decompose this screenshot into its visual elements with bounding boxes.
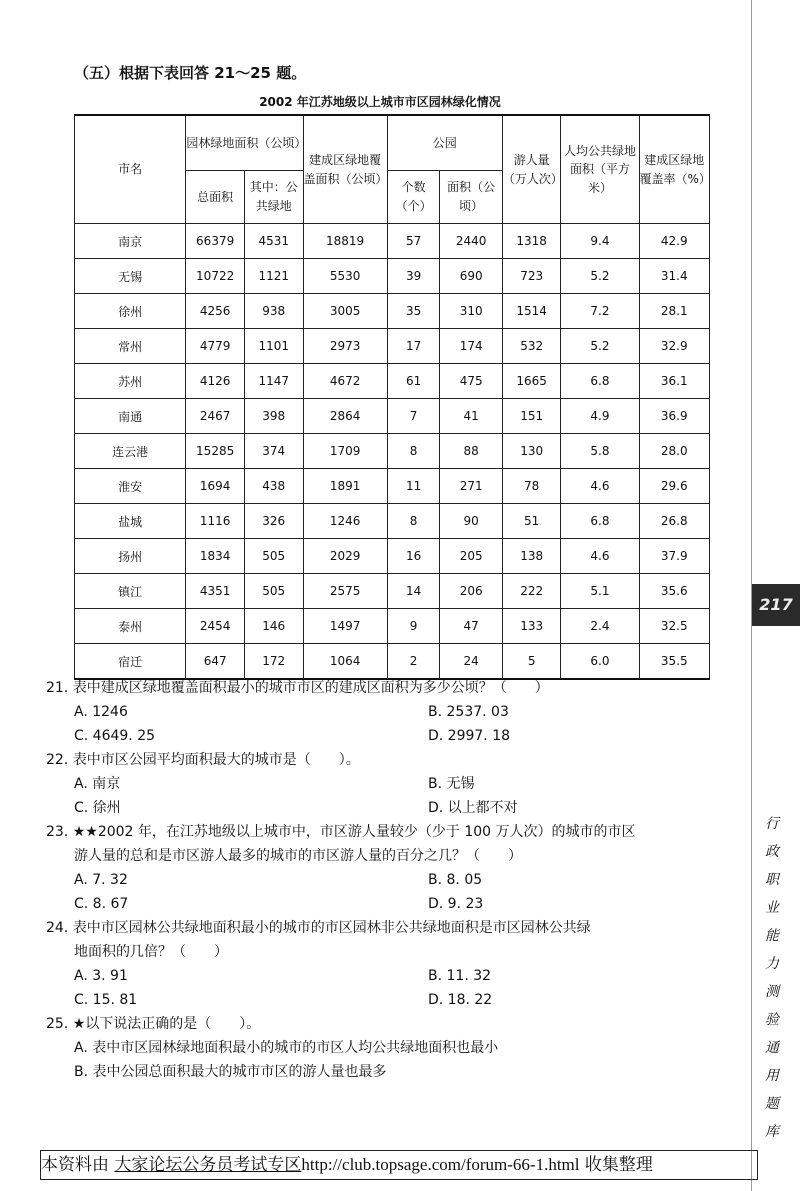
value-cell: 47 bbox=[440, 609, 502, 644]
value-cell: 6.8 bbox=[561, 364, 639, 399]
answer-option[interactable]: C. 4649. 25 bbox=[74, 728, 156, 744]
value-cell: 57 bbox=[387, 224, 440, 259]
table-row bbox=[75, 259, 710, 294]
value-cell: 205 bbox=[440, 539, 502, 574]
value-cell: 1121 bbox=[244, 259, 303, 294]
value-cell: 5530 bbox=[303, 259, 387, 294]
value-cell: 222 bbox=[502, 574, 561, 609]
table-row bbox=[75, 294, 710, 329]
value-cell: 24 bbox=[440, 644, 502, 680]
value-cell: 505 bbox=[244, 574, 303, 609]
question-text: 24. 表中市区园林公共绿地面积最小的城市的市区园林非公共绿地面积是市区园林公共绿 bbox=[46, 920, 591, 936]
value-cell: 1101 bbox=[244, 329, 303, 364]
value-cell: 4.6 bbox=[561, 539, 639, 574]
header-built-cover: 建成区绿地覆盖面积（公顷） bbox=[303, 115, 387, 224]
header-park: 公园 bbox=[387, 115, 502, 171]
footer-prefix: 本资料由 bbox=[41, 1155, 115, 1175]
answer-option[interactable]: C. 15. 81 bbox=[74, 992, 138, 1008]
answer-option[interactable]: A. 1246 bbox=[74, 704, 128, 720]
question-list bbox=[46, 676, 726, 1084]
side-char: 库 bbox=[765, 1124, 779, 1140]
side-char: 用 bbox=[765, 1068, 779, 1084]
city-cell: 盐城 bbox=[75, 504, 186, 539]
value-cell: 1709 bbox=[303, 434, 387, 469]
value-cell: 7.2 bbox=[561, 294, 639, 329]
value-cell: 271 bbox=[440, 469, 502, 504]
side-char: 题 bbox=[765, 1096, 779, 1112]
value-cell: 36.1 bbox=[639, 364, 709, 399]
value-cell: 11 bbox=[387, 469, 440, 504]
question-text: 地面积的几倍？（ ） bbox=[74, 944, 228, 960]
city-cell: 苏州 bbox=[75, 364, 186, 399]
header-per-capita: 人均公共绿地面积（平方米） bbox=[561, 115, 639, 224]
value-cell: 1147 bbox=[244, 364, 303, 399]
value-cell: 1246 bbox=[303, 504, 387, 539]
city-cell: 镇江 bbox=[75, 574, 186, 609]
value-cell: 206 bbox=[440, 574, 502, 609]
table-row bbox=[75, 469, 710, 504]
table-row bbox=[75, 224, 710, 259]
table-body bbox=[75, 224, 710, 680]
option-row bbox=[46, 1060, 726, 1084]
footer-forum-link[interactable]: 大家论坛公务员考试专区 bbox=[114, 1155, 302, 1175]
question-23 bbox=[46, 820, 726, 916]
city-cell: 徐州 bbox=[75, 294, 186, 329]
table-row bbox=[75, 434, 710, 469]
question-25 bbox=[46, 1012, 726, 1084]
value-cell: 310 bbox=[440, 294, 502, 329]
table-row bbox=[75, 609, 710, 644]
value-cell: 35 bbox=[387, 294, 440, 329]
value-cell: 5 bbox=[502, 644, 561, 680]
value-cell: 1891 bbox=[303, 469, 387, 504]
value-cell: 32.5 bbox=[639, 609, 709, 644]
value-cell: 18819 bbox=[303, 224, 387, 259]
value-cell: 398 bbox=[244, 399, 303, 434]
header-park-area: 面积（公顷） bbox=[440, 171, 502, 224]
value-cell: 14 bbox=[387, 574, 440, 609]
option-row bbox=[46, 1036, 726, 1060]
value-cell: 7 bbox=[387, 399, 440, 434]
option-row bbox=[46, 700, 726, 724]
value-cell: 4.9 bbox=[561, 399, 639, 434]
side-char: 业 bbox=[765, 900, 779, 916]
question-21 bbox=[46, 676, 726, 748]
value-cell: 4531 bbox=[244, 224, 303, 259]
value-cell: 2575 bbox=[303, 574, 387, 609]
question-text: 23. ★★2002 年，在江苏地级以上城市中，市区游人量较少（少于 100 万人次）的城市的市区 bbox=[46, 824, 636, 840]
value-cell: 1318 bbox=[502, 224, 561, 259]
value-cell: 6.8 bbox=[561, 504, 639, 539]
answer-option[interactable]: C. 徐州 bbox=[74, 800, 121, 816]
side-char: 通 bbox=[765, 1040, 779, 1056]
answer-option[interactable]: D. 以上都不对 bbox=[428, 800, 518, 816]
value-cell: 61 bbox=[387, 364, 440, 399]
header-garden-total: 总面积 bbox=[186, 171, 245, 224]
city-cell: 淮安 bbox=[75, 469, 186, 504]
value-cell: 2973 bbox=[303, 329, 387, 364]
question-text: 21. 表中建成区绿地覆盖面积最小的城市市区的建成区面积为多少公顷？（ ） bbox=[46, 680, 549, 696]
answer-option[interactable]: D. 9. 23 bbox=[428, 896, 484, 912]
value-cell: 1665 bbox=[502, 364, 561, 399]
value-cell: 2.4 bbox=[561, 609, 639, 644]
value-cell: 2864 bbox=[303, 399, 387, 434]
value-cell: 1514 bbox=[502, 294, 561, 329]
value-cell: 2029 bbox=[303, 539, 387, 574]
answer-option[interactable]: D. 2997. 18 bbox=[428, 728, 511, 744]
table-row bbox=[75, 329, 710, 364]
city-cell: 无锡 bbox=[75, 259, 186, 294]
value-cell: 51 bbox=[502, 504, 561, 539]
table-title: 2002 年江苏地级以上城市市区园林绿化情况 bbox=[259, 95, 501, 109]
value-cell: 2440 bbox=[440, 224, 502, 259]
value-cell: 151 bbox=[502, 399, 561, 434]
value-cell: 66379 bbox=[186, 224, 245, 259]
side-char: 力 bbox=[765, 956, 779, 972]
side-vertical-text bbox=[762, 810, 782, 1146]
value-cell: 4126 bbox=[186, 364, 245, 399]
value-cell: 505 bbox=[244, 539, 303, 574]
value-cell: 438 bbox=[244, 469, 303, 504]
value-cell: 174 bbox=[440, 329, 502, 364]
value-cell: 2454 bbox=[186, 609, 245, 644]
option-row bbox=[46, 724, 726, 748]
value-cell: 28.1 bbox=[639, 294, 709, 329]
value-cell: 17 bbox=[387, 329, 440, 364]
footer-banner bbox=[40, 1150, 758, 1180]
table-row bbox=[75, 574, 710, 609]
value-cell: 5.1 bbox=[561, 574, 639, 609]
value-cell: 5.2 bbox=[561, 329, 639, 364]
value-cell: 90 bbox=[440, 504, 502, 539]
header-park-count: 个数（个） bbox=[387, 171, 440, 224]
city-cell: 常州 bbox=[75, 329, 186, 364]
answer-option[interactable]: B. 无锡 bbox=[428, 776, 475, 792]
footer-suffix: 收集整理 bbox=[579, 1155, 653, 1175]
header-cover-rate: 建成区绿地覆盖率（%） bbox=[639, 115, 709, 224]
value-cell: 88 bbox=[440, 434, 502, 469]
value-cell: 26.8 bbox=[639, 504, 709, 539]
value-cell: 1694 bbox=[186, 469, 245, 504]
answer-option[interactable]: A. 南京 bbox=[74, 776, 121, 792]
answer-option[interactable]: C. 8. 67 bbox=[74, 896, 129, 912]
option-row bbox=[46, 988, 726, 1012]
city-cell: 扬州 bbox=[75, 539, 186, 574]
value-cell: 133 bbox=[502, 609, 561, 644]
answer-option[interactable]: D. 18. 22 bbox=[428, 992, 493, 1008]
side-char: 验 bbox=[765, 1012, 779, 1028]
value-cell: 8 bbox=[387, 434, 440, 469]
value-cell: 39 bbox=[387, 259, 440, 294]
side-char: 测 bbox=[765, 984, 779, 1000]
value-cell: 172 bbox=[244, 644, 303, 680]
question-24 bbox=[46, 916, 726, 1012]
table-row bbox=[75, 504, 710, 539]
value-cell: 2467 bbox=[186, 399, 245, 434]
value-cell: 374 bbox=[244, 434, 303, 469]
answer-option[interactable]: A. 3. 91 bbox=[74, 968, 128, 984]
value-cell: 31.4 bbox=[639, 259, 709, 294]
value-cell: 15285 bbox=[186, 434, 245, 469]
side-char: 行 bbox=[765, 816, 779, 832]
value-cell: 690 bbox=[440, 259, 502, 294]
value-cell: 8 bbox=[387, 504, 440, 539]
option-row bbox=[46, 796, 726, 820]
table-row bbox=[75, 539, 710, 574]
value-cell: 42.9 bbox=[639, 224, 709, 259]
value-cell: 35.5 bbox=[639, 644, 709, 680]
value-cell: 5.2 bbox=[561, 259, 639, 294]
section-heading: （五）根据下表回答 21～25 题。 bbox=[74, 64, 307, 82]
value-cell: 16 bbox=[387, 539, 440, 574]
side-char: 能 bbox=[765, 928, 779, 944]
value-cell: 3005 bbox=[303, 294, 387, 329]
value-cell: 5.8 bbox=[561, 434, 639, 469]
value-cell: 41 bbox=[440, 399, 502, 434]
answer-option[interactable]: B. 8. 05 bbox=[428, 872, 483, 888]
value-cell: 138 bbox=[502, 539, 561, 574]
value-cell: 2 bbox=[387, 644, 440, 680]
value-cell: 9.4 bbox=[561, 224, 639, 259]
answer-option[interactable]: A. 7. 32 bbox=[74, 872, 128, 888]
value-cell: 10722 bbox=[186, 259, 245, 294]
value-cell: 4779 bbox=[186, 329, 245, 364]
header-garden-area-label: 园林绿地面积（公顷） bbox=[186, 135, 307, 150]
header-garden-area bbox=[186, 115, 307, 171]
city-cell: 泰州 bbox=[75, 609, 186, 644]
option-row bbox=[46, 868, 726, 892]
value-cell: 326 bbox=[244, 504, 303, 539]
question-22 bbox=[46, 748, 726, 820]
city-cell: 南京 bbox=[75, 224, 186, 259]
value-cell: 4.6 bbox=[561, 469, 639, 504]
value-cell: 28.0 bbox=[639, 434, 709, 469]
value-cell: 29.6 bbox=[639, 469, 709, 504]
table-row bbox=[75, 644, 710, 680]
answer-option[interactable]: B. 表中公园总面积最大的城市市区的游人量也最多 bbox=[74, 1064, 387, 1080]
value-cell: 130 bbox=[502, 434, 561, 469]
side-char: 政 bbox=[765, 844, 779, 860]
value-cell: 4351 bbox=[186, 574, 245, 609]
value-cell: 1064 bbox=[303, 644, 387, 680]
value-cell: 35.6 bbox=[639, 574, 709, 609]
footer-url-link[interactable]: http://club.topsage.com/forum-66-1.html bbox=[301, 1155, 580, 1174]
header-garden-public: 其中：公共绿地 bbox=[244, 171, 303, 224]
value-cell: 1497 bbox=[303, 609, 387, 644]
value-cell: 4672 bbox=[303, 364, 387, 399]
greening-table bbox=[74, 114, 710, 680]
table-row bbox=[75, 399, 710, 434]
page-number: 217 bbox=[752, 584, 800, 626]
answer-option[interactable]: A. 表中市区园林绿地面积最小的城市的市区人均公共绿地面积也最小 bbox=[74, 1040, 499, 1056]
question-text: 22. 表中市区公园平均面积最大的城市是（ ）。 bbox=[46, 752, 360, 768]
value-cell: 6.0 bbox=[561, 644, 639, 680]
value-cell: 723 bbox=[502, 259, 561, 294]
option-row bbox=[46, 772, 726, 796]
option-row bbox=[46, 892, 726, 916]
value-cell: 4256 bbox=[186, 294, 245, 329]
value-cell: 1116 bbox=[186, 504, 245, 539]
value-cell: 1834 bbox=[186, 539, 245, 574]
option-row bbox=[46, 964, 726, 988]
city-cell: 宿迁 bbox=[75, 644, 186, 680]
question-text: 游人量的总和是市区游人最多的城市的市区游人量的百分之几？（ ） bbox=[74, 848, 522, 864]
value-cell: 532 bbox=[502, 329, 561, 364]
header-visitors: 游人量（万人次） bbox=[502, 115, 561, 224]
table-row bbox=[75, 364, 710, 399]
side-char: 职 bbox=[765, 872, 779, 888]
answer-option[interactable]: B. 11. 32 bbox=[428, 968, 492, 984]
value-cell: 938 bbox=[244, 294, 303, 329]
city-cell: 南通 bbox=[75, 399, 186, 434]
value-cell: 37.9 bbox=[639, 539, 709, 574]
city-cell: 连云港 bbox=[75, 434, 186, 469]
value-cell: 36.9 bbox=[639, 399, 709, 434]
value-cell: 9 bbox=[387, 609, 440, 644]
answer-option[interactable]: B. 2537. 03 bbox=[428, 704, 509, 720]
value-cell: 32.9 bbox=[639, 329, 709, 364]
header-city: 市名 bbox=[75, 115, 186, 224]
value-cell: 78 bbox=[502, 469, 561, 504]
value-cell: 475 bbox=[440, 364, 502, 399]
question-text: 25. ★以下说法正确的是（ ）。 bbox=[46, 1016, 261, 1032]
value-cell: 647 bbox=[186, 644, 245, 680]
value-cell: 146 bbox=[244, 609, 303, 644]
